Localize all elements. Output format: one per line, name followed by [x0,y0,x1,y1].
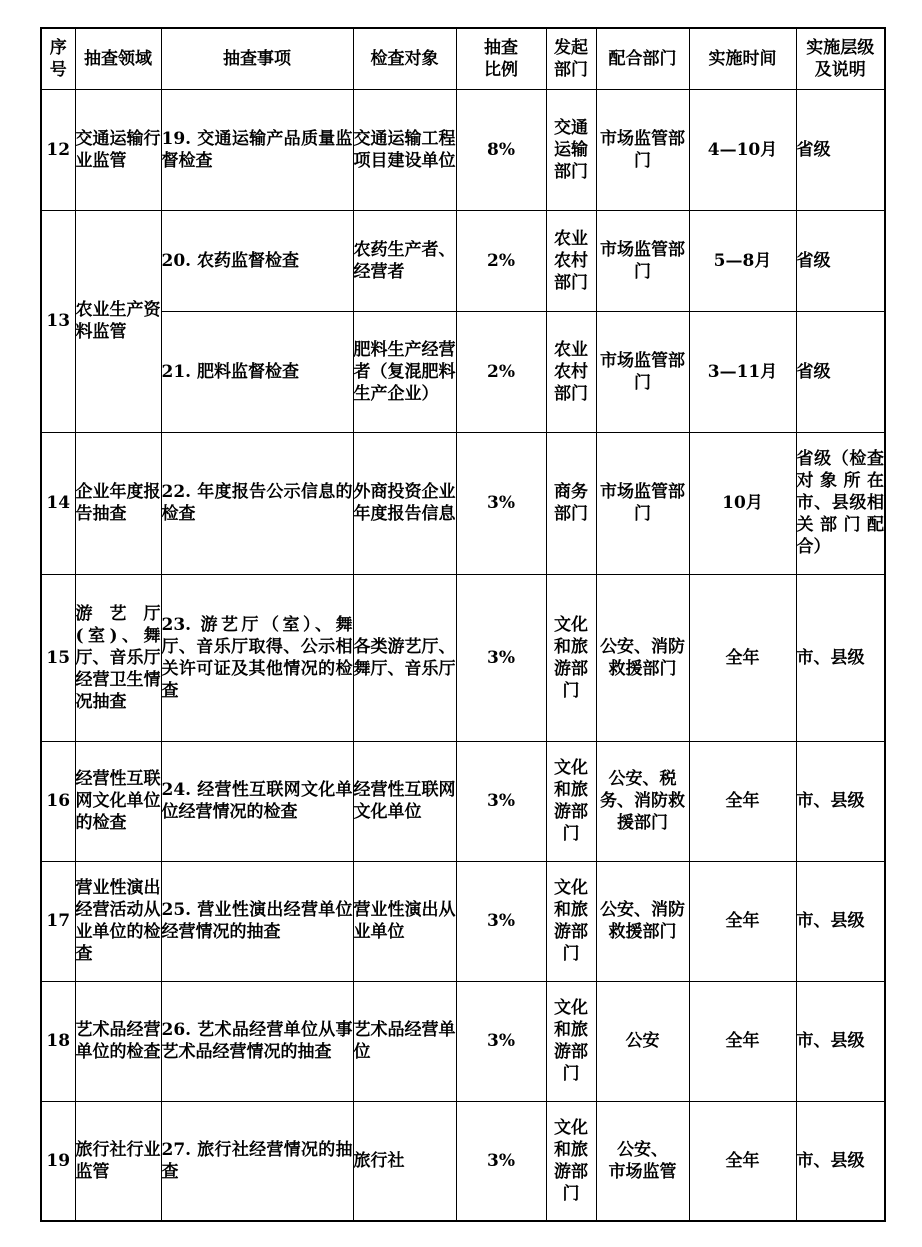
cell-no: 15 [41,574,75,741]
header-initiator: 发起部门 [546,28,596,89]
cell-field: 企业年度报告抽查 [75,432,161,574]
cell-initiator: 商务部门 [546,432,596,574]
cell-cooperator: 市场监管部门 [596,432,689,574]
cell-period: 全年 [689,861,796,981]
cell-initiator: 文化和旅游部门 [546,1101,596,1221]
cell-ratio: 3% [456,432,546,574]
inspection-table [40,27,886,1222]
header-field: 抽查领域 [75,28,161,89]
header-level-label: 实施层级及说明 [806,37,875,80]
header-target: 检查对象 [353,28,456,89]
header-row [41,28,885,89]
header-ratio-label: 抽查比例 [484,37,518,80]
cell-no: 17 [41,861,75,981]
cell-no: 18 [41,981,75,1101]
cell-item: 21. 肥料监督检查 [161,311,353,432]
cell-period: 全年 [689,981,796,1101]
cell-target: 农药生产者、经营者 [353,210,456,311]
cell-field: 营业性演出经营活动从业单位的检查 [75,861,161,981]
cell-no: 14 [41,432,75,574]
table-row [41,741,885,861]
cell-field: 旅行社行业监管 [75,1101,161,1221]
cell-item: 26. 艺术品经营单位从事艺术品经营情况的抽查 [161,981,353,1101]
header-level [796,28,885,89]
cell-target: 交通运输工程项目建设单位 [353,89,456,210]
cell-cooperator: 市场监管部门 [596,210,689,311]
cell-target: 旅行社 [353,1101,456,1221]
cell-item: 25. 营业性演出经营单位经营情况的抽查 [161,861,353,981]
cell-level: 市、县级 [796,861,885,981]
cell-level: 市、县级 [796,1101,885,1221]
cell-field: 农业生产资料监管 [75,210,161,432]
table-row [41,432,885,574]
cell-initiator: 农业农村部门 [546,210,596,311]
cell-initiator: 文化和旅游部门 [546,741,596,861]
cell-cooperator: 公安、 市场监管 [596,1101,689,1221]
cell-cooperator: 市场监管部门 [596,311,689,432]
cell-cooperator: 公安、消防救援部门 [596,574,689,741]
cell-period: 4—10月 [689,89,796,210]
table-row [41,1101,885,1221]
cell-field: 游艺厅(室)、舞厅、音乐厅经营卫生情况抽查 [75,574,161,741]
cell-ratio: 3% [456,861,546,981]
cell-cooperator: 公安、消防救援部门 [596,861,689,981]
cell-initiator: 文化和旅游部门 [546,981,596,1101]
cell-period: 全年 [689,741,796,861]
cell-initiator: 文化和旅游部门 [546,574,596,741]
cell-cooperator: 市场监管部门 [596,89,689,210]
cell-target: 营业性演出从业单位 [353,861,456,981]
table-row [41,861,885,981]
cell-field: 经营性互联网文化单位的检查 [75,741,161,861]
cell-item: 23. 游艺厅（室）、舞厅、音乐厅取得、公示相关许可证及其他情况的检查 [161,574,353,741]
cell-initiator: 文化和旅游部门 [546,861,596,981]
cell-period: 10月 [689,432,796,574]
cell-ratio: 3% [456,741,546,861]
cell-period: 5—8月 [689,210,796,311]
cell-field: 艺术品经营单位的检查 [75,981,161,1101]
header-item: 抽查事项 [161,28,353,89]
cell-no: 16 [41,741,75,861]
table-row [41,89,885,210]
cell-period: 全年 [689,1101,796,1221]
cell-level: 省级 [796,311,885,432]
cell-cooperator: 公安、税务、消防救援部门 [596,741,689,861]
cell-item: 24. 经营性互联网文化单位经营情况的检查 [161,741,353,861]
cell-initiator: 农业农村部门 [546,311,596,432]
cell-period: 3—11月 [689,311,796,432]
cell-level: 市、县级 [796,981,885,1101]
cell-no: 13 [41,210,75,432]
cell-no: 19 [41,1101,75,1221]
cell-target: 肥料生产经营者（复混肥料生产企业） [353,311,456,432]
cell-ratio: 8% [456,89,546,210]
table-row [41,210,885,311]
table-row [41,574,885,741]
header-no: 序号 [41,28,75,89]
cell-item: 22. 年度报告公示信息的检查 [161,432,353,574]
table-row [41,311,885,432]
cell-cooperator: 公安 [596,981,689,1101]
cell-no: 12 [41,89,75,210]
cell-ratio: 2% [456,311,546,432]
cell-period: 全年 [689,574,796,741]
cell-ratio: 3% [456,1101,546,1221]
cell-initiator: 交通运输部门 [546,89,596,210]
cell-item: 20. 农药监督检查 [161,210,353,311]
cell-level: 省级 [796,210,885,311]
cell-item: 27. 旅行社经营情况的抽查 [161,1101,353,1221]
cell-ratio: 3% [456,574,546,741]
cell-ratio: 2% [456,210,546,311]
cell-target: 经营性互联网文化单位 [353,741,456,861]
cell-level: 市、县级 [796,574,885,741]
cell-field: 交通运输行业监管 [75,89,161,210]
header-cooperator: 配合部门 [596,28,689,89]
table-row [41,981,885,1101]
cell-item: 19. 交通运输产品质量监督检查 [161,89,353,210]
cell-target: 艺术品经营单位 [353,981,456,1101]
cell-level: 市、县级 [796,741,885,861]
cell-target: 外商投资企业年度报告信息 [353,432,456,574]
cell-level: 省级 [796,89,885,210]
cell-level: 省级（检查对象所在市、县级相关部门配合） [796,432,885,574]
header-period: 实施时间 [689,28,796,89]
header-ratio [456,28,546,89]
cell-ratio: 3% [456,981,546,1101]
cell-target: 各类游艺厅、舞厅、音乐厅 [353,574,456,741]
